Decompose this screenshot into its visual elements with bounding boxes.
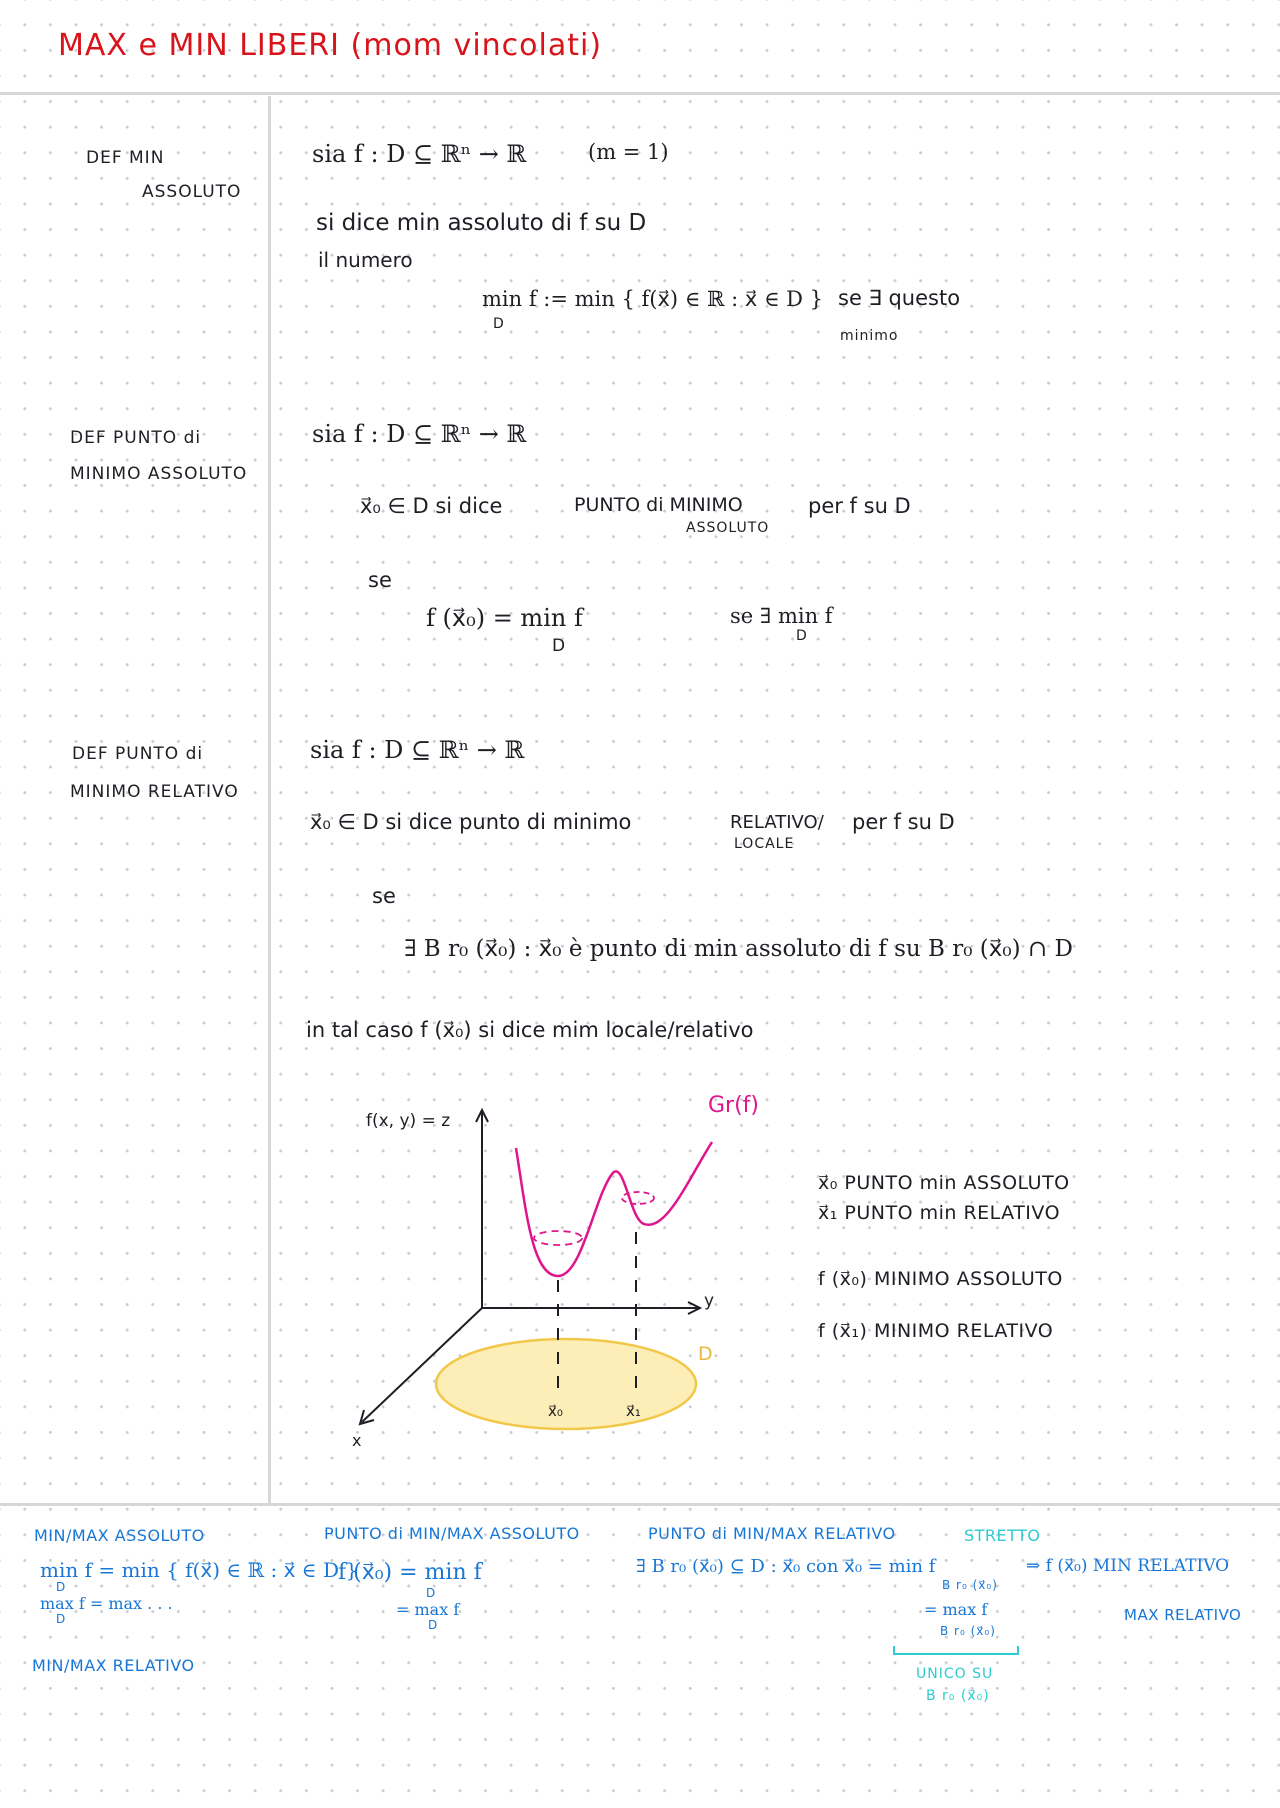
domain-region [436,1339,696,1429]
def2-line1-a: x⃗₀ ∈ D si dice [360,494,503,518]
point-x1-label: x⃗₁ [626,1402,641,1420]
def3-sia: sia f : D ⊆ ℝⁿ → ℝ [310,736,525,764]
summary-divider [0,1503,1280,1506]
def1-note: se ∃ questo [838,286,961,310]
def3-se: se [372,884,396,908]
def2-label-line2: MINIMO ASSOLUTO [70,464,248,484]
summary-col3-line2: = max f [924,1600,988,1619]
def1-note-sub: minimo [840,328,899,344]
summary-col1-title2: MIN/MAX RELATIVO [32,1656,195,1675]
summary-col2-title: PUNTO di MIN/MAX ASSOLUTO [324,1524,580,1543]
summary-col3-note-a: UNICO SU [916,1666,994,1682]
summary-col2-line1-sub: D [426,1586,437,1600]
z-axis-label: f(x, y) = z [366,1111,451,1131]
min-level-curve-1 [622,1192,654,1204]
point-x0-label: x⃗₀ [548,1402,563,1420]
def2-condition: se ∃ min f [730,604,833,628]
brace-line [894,1646,1018,1654]
minimum-graph-figure [300,1090,800,1460]
def2-formula: f (x⃗₀) = min f [426,604,583,632]
def1-m-value: (m = 1) [588,140,669,164]
def3-line1-c: per f su D [852,810,955,834]
summary-col1-line1: min f = min { f(x⃗) ∈ ℝ : x⃗ ∈ D } [40,1558,359,1582]
legend-item: f (x⃗₁) MINIMO RELATIVO [818,1320,1054,1342]
margin-divider [268,96,271,1503]
summary-col3-title: PUNTO di MIN/MAX RELATIVO [648,1524,896,1543]
def2-line1-b: PUNTO di MINIMO [574,494,743,516]
legend-item: x⃗₁ PUNTO min RELATIVO [818,1202,1061,1224]
def3-line1-b-sub: LOCALE [734,836,795,852]
def2-condition-sub: D [796,628,808,644]
def1-line1: si dice min assoluto di f su D [316,210,647,236]
def1-line2: il numero [318,248,413,272]
summary-col3-title-strict: STRETTO [964,1526,1041,1545]
summary-col1-line1-sub: D [56,1580,67,1594]
def2-label-line1: DEF PUNTO di [70,428,202,448]
def2-sia: sia f : D ⊆ ℝⁿ → ℝ [312,420,527,448]
def2-formula-sub: D [552,636,567,656]
legend-item: f (x⃗₀) MINIMO ASSOLUTO [818,1268,1063,1290]
summary-col3-line1-result: ⇒ f (x⃗₀) MIN RELATIVO [1026,1556,1230,1576]
graph-label: Gr(f) [708,1093,760,1118]
domain-label: D [698,1343,713,1365]
def1-label-line2: ASSOLUTO [142,182,242,202]
def3-label-line1: DEF PUNTO di [72,744,204,764]
summary-col2-line1: f (x⃗₀) = min f [338,1560,482,1585]
def1-formula: min f := min { f(x⃗) ∈ ℝ : x⃗ ∈ D } [482,287,824,311]
def3-formula: ∃ B r₀ (x⃗₀) : x⃗₀ è punto di min assoluto di f su B r₀ (x⃗₀) ∩ D [404,936,1073,962]
y-axis-label: y [704,1291,715,1311]
summary-col1-line2-sub: D [56,1612,67,1626]
graph-curve [516,1142,712,1276]
def3-conclusion: in tal caso f (x⃗₀) si dice mim locale/relativo [306,1018,754,1042]
def2-line1-c: per f su D [808,494,911,518]
summary-col3-note-b: B r₀ (x⃗₀) [926,1688,990,1704]
def1-formula-sub: D [493,316,505,332]
def1-sia: sia f : D ⊆ ℝⁿ → ℝ [312,140,527,168]
def3-line1-b: RELATIVO/ [730,812,824,833]
summary-col3-line1-sub: B r₀ (x⃗₀) [942,1578,998,1592]
summary-col3-line1: ∃ B r₀ (x⃗₀) ⊆ D : x⃗₀ con x⃗₀ = min f [636,1556,936,1577]
summary-col2-line2-sub: D [428,1618,439,1632]
legend-item: x⃗₀ PUNTO min ASSOLUTO [818,1172,1070,1194]
summary-col1-title: MIN/MAX ASSOLUTO [34,1526,205,1545]
page-title: MAX e MIN LIBERI (mom vincolati) [58,28,603,63]
summary-col3-line2-result: MAX RELATIVO [1124,1606,1242,1624]
def3-line1-a: x⃗₀ ∈ D si dice punto di minimo [310,810,632,834]
def2-se: se [368,568,392,592]
figure-legend [818,1172,1070,1342]
min-level-curve-0 [534,1231,582,1245]
def1-label-line1: DEF MIN [86,148,165,168]
unique-brace [892,1644,1020,1660]
summary-col2-line2: = max f [396,1600,460,1619]
def2-line1-b-sub: ASSOLUTO [686,520,770,536]
summary-col1-line2: max f = max . . . [40,1594,173,1613]
header-divider [0,92,1280,95]
def3-label-line2: MINIMO RELATIVO [70,782,239,802]
summary-col3-line2-sub: B r₀ (x⃗₀) [940,1624,996,1638]
x-axis-label: x [352,1431,362,1450]
